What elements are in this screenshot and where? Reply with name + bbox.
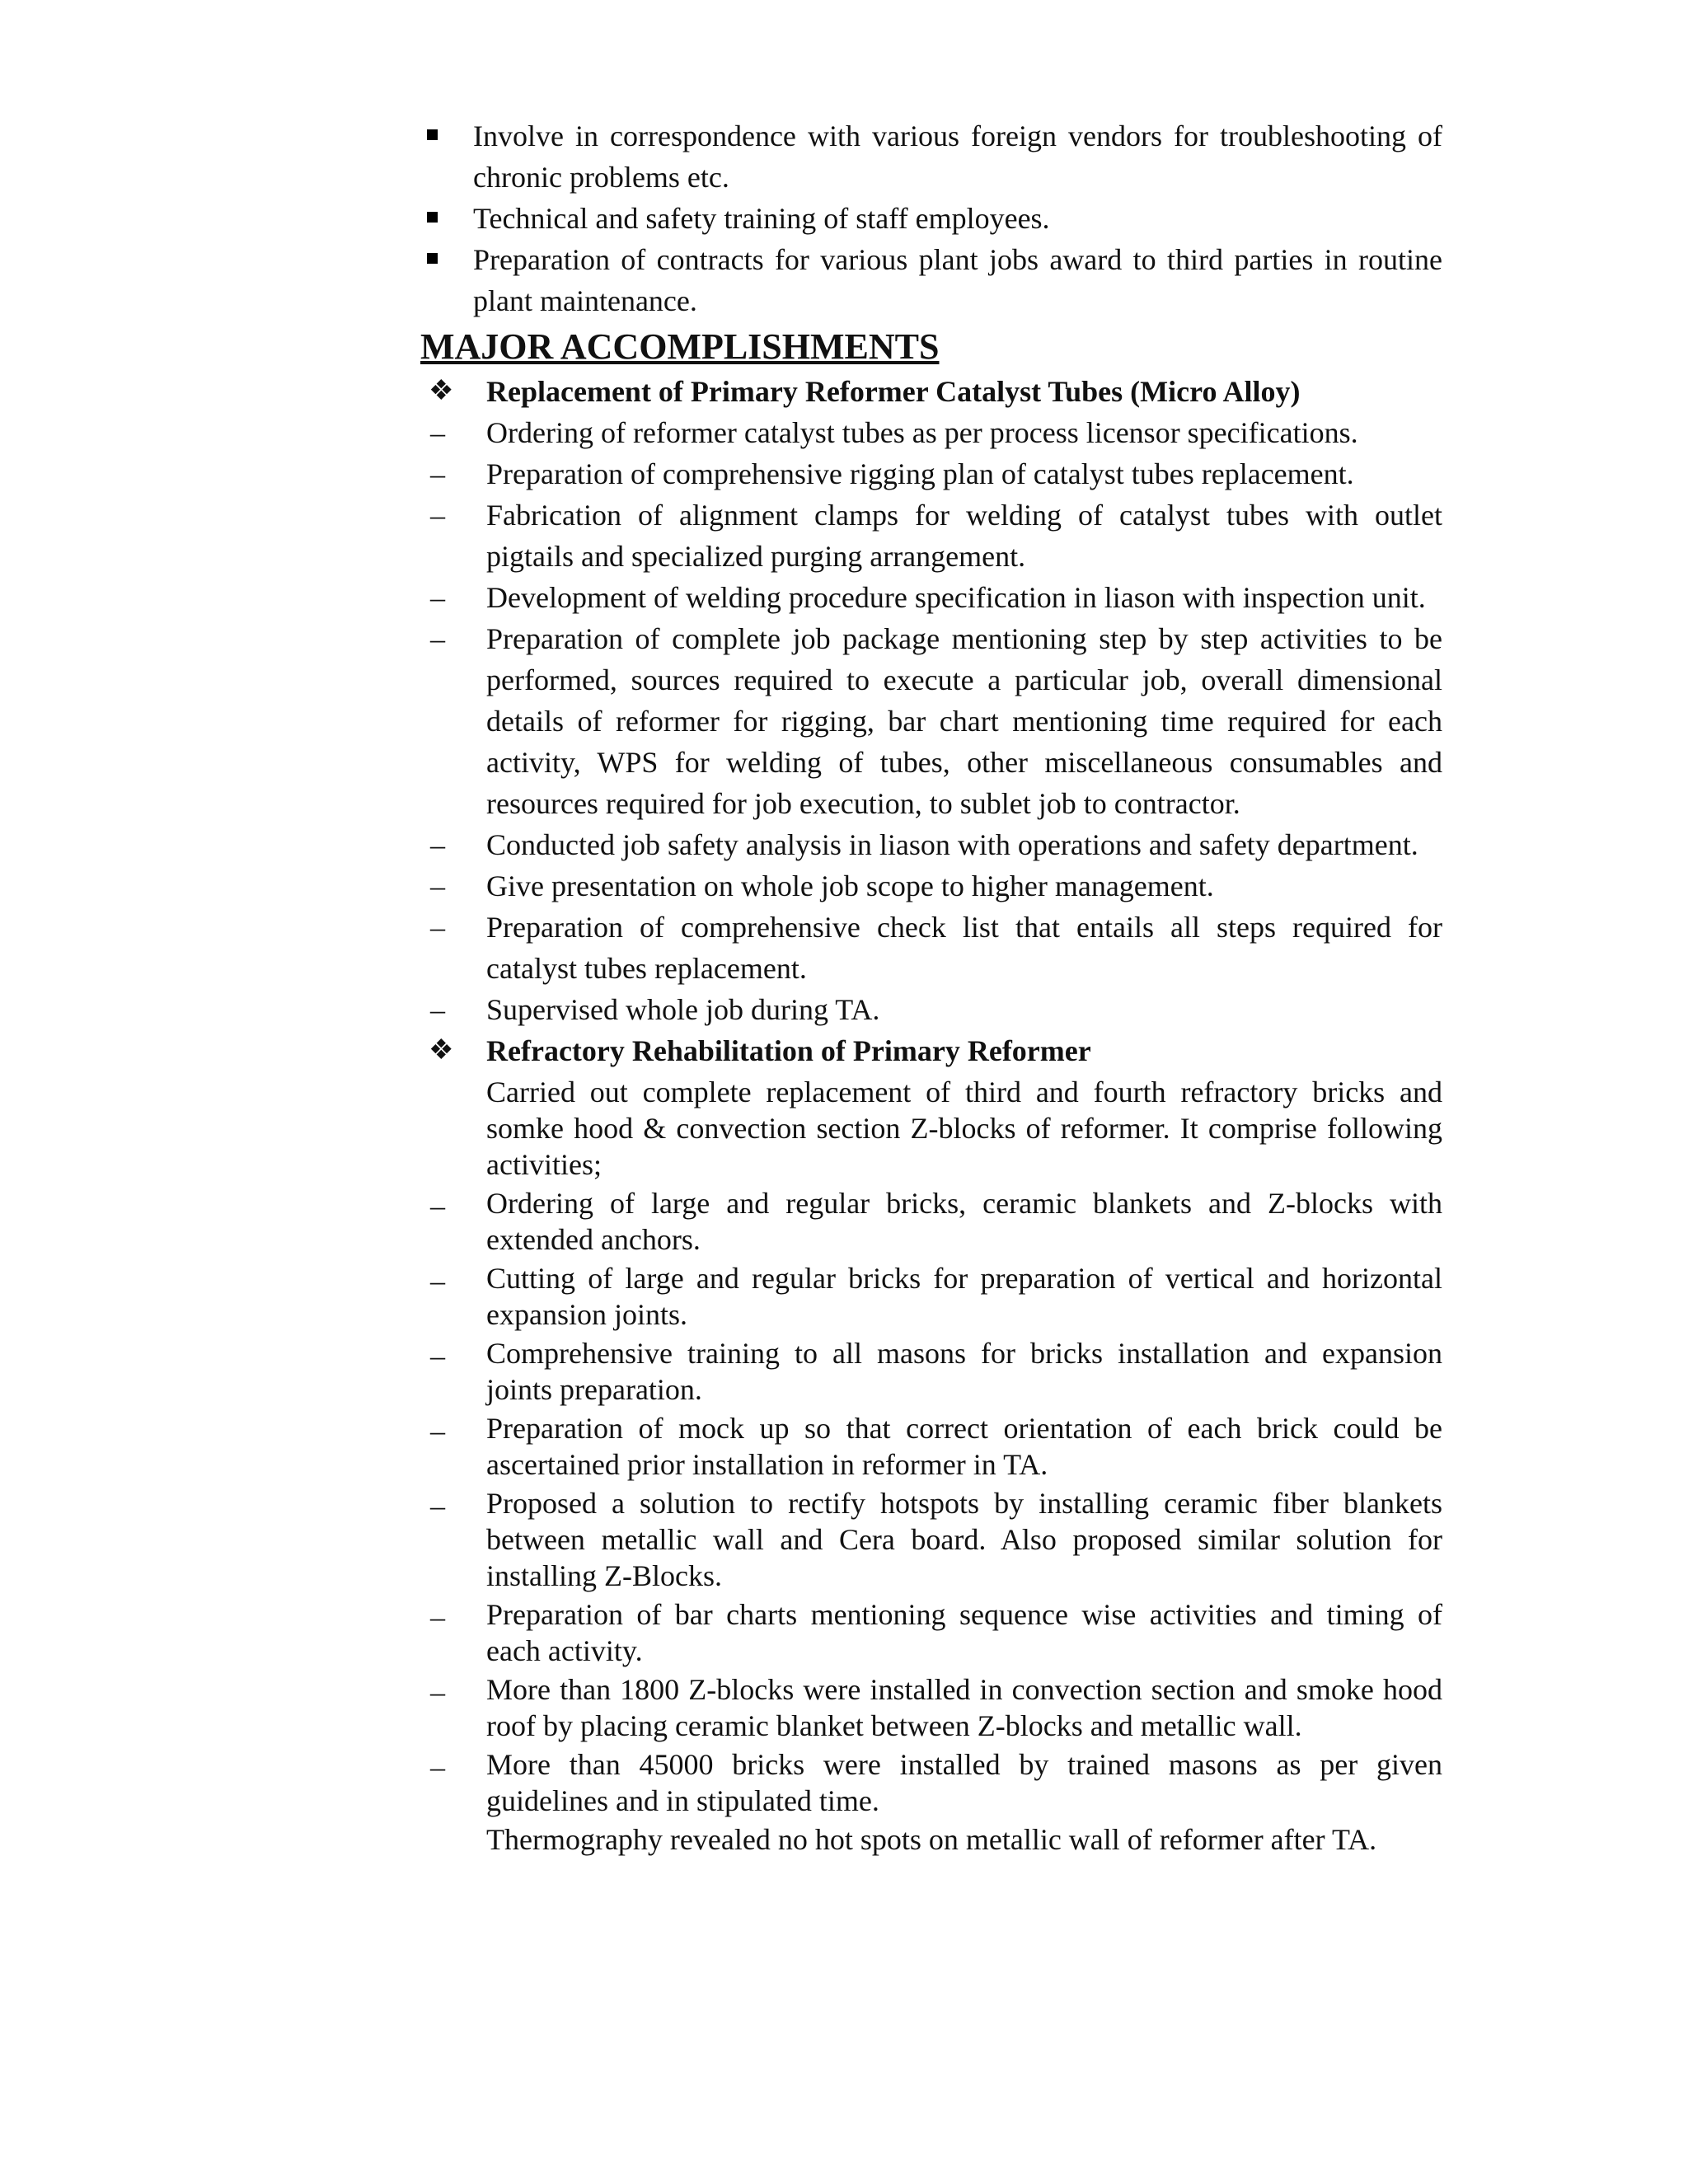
dash-bullet-icon: – (430, 622, 445, 655)
list-item-text: Preparation of contracts for various plant jobs award to third parties in routine plant maintenance. (473, 243, 1442, 317)
list-item (420, 494, 1442, 577)
list-item-text: Development of welding procedure specification in liason with inspection unit. (486, 581, 1426, 614)
dash-bullet-icon: – (430, 1189, 445, 1222)
dash-bullet-icon: – (430, 416, 445, 449)
dash-bullet-icon: – (430, 499, 445, 532)
list-item (420, 1596, 1442, 1669)
list-item-text: More than 45000 bricks were installed by trained masons as per given guidelines and in stipulated time. (486, 1748, 1442, 1817)
dash-bullet-icon: – (430, 1601, 445, 1633)
list-item (420, 989, 1442, 1030)
subsection-title: Replacement of Primary Reformer Catalyst Tubes (Micro Alloy) (486, 375, 1301, 408)
section-heading: MAJOR ACCOMPLISHMENTS (420, 326, 940, 367)
dash-bullet-icon: – (430, 1339, 445, 1372)
paragraph-text: Carried out complete replacement of third and fourth refractory bricks and somke hood & convection section Z-blocks of reformer. It comprise following activities; (486, 1076, 1442, 1181)
list-item-text: Comprehensive training to all masons for bricks installation and expansion joints preparation. (486, 1337, 1442, 1406)
dash-bullet-icon: – (430, 1750, 445, 1783)
list-item-text: Preparation of comprehensive rigging plan of catalyst tubes replacement. (486, 457, 1354, 490)
dash-bullet-icon: – (430, 828, 445, 861)
list-item (420, 115, 1442, 198)
list-item (420, 239, 1442, 321)
closing-text: Thermography revealed no hot spots on metallic wall of reformer after TA. (486, 1823, 1377, 1856)
dash-bullet-icon: – (430, 1489, 445, 1522)
list-item-text: Supervised whole job during TA. (486, 993, 880, 1026)
dash-bullet-icon: – (430, 911, 445, 944)
square-bullet-icon (427, 253, 438, 264)
list-item (420, 1335, 1442, 1408)
square-bullet-icon (427, 212, 438, 223)
diamond-bullet-icon: ❖ (429, 376, 454, 406)
list-item (420, 618, 1442, 824)
subsection-title-row (420, 1030, 1442, 1071)
subsection-title: Refractory Rehabilitation of Primary Reformer (486, 1034, 1091, 1067)
dash-bullet-icon: – (430, 1264, 445, 1297)
list-item-text: Ordering of reformer catalyst tubes as per process licensor specifications. (486, 416, 1358, 449)
list-item-text: Preparation of mock up so that correct orientation of each brick could be ascertained prior installation in reformer in TA. (486, 1412, 1442, 1481)
subsection-title-row (420, 371, 1442, 412)
list-item (420, 198, 1442, 239)
list-item-text: Preparation of complete job package mentioning step by step activities to be performed, sources required to execute a particular job, overall dimensional details of reformer for rigging, bar chart mentioning time required for each activity, WPS for welding of tubes, other miscellaneous consumables and resources required for job execution, to sublet job to contractor. (486, 622, 1442, 820)
list-item-text: Conducted job safety analysis in liason with operations and safety department. (486, 828, 1418, 861)
list-item (420, 412, 1442, 453)
list-item-text: More than 1800 Z-blocks were installed in convection section and smoke hood roof by placing ceramic blanket between Z-blocks and metallic wall. (486, 1673, 1442, 1742)
list-item-text: Technical and safety training of staff employees. (473, 202, 1050, 235)
list-item (420, 1185, 1442, 1258)
paragraph (420, 1821, 1442, 1858)
diamond-bullet-icon: ❖ (429, 1035, 454, 1066)
dash-bullet-icon: – (430, 869, 445, 902)
list-item (420, 1746, 1442, 1819)
list-item (420, 1410, 1442, 1483)
dash-bullet-icon: – (430, 457, 445, 490)
list-item-text: Preparation of bar charts mentioning sequence wise activities and timing of each activity. (486, 1598, 1442, 1667)
document-content (420, 115, 1442, 1858)
list-item-text: Ordering of large and regular bricks, ceramic blankets and Z-blocks with extended anchors. (486, 1187, 1442, 1256)
list-item (420, 907, 1442, 989)
list-item-text: Involve in correspondence with various foreign vendors for troubleshooting of chronic problems etc. (473, 120, 1442, 194)
list-item-text: Preparation of comprehensive check list that entails all steps required for catalyst tubes replacement. (486, 911, 1442, 985)
list-item-text: Fabrication of alignment clamps for welding of catalyst tubes with outlet pigtails and specialized purging arrangement. (486, 499, 1442, 573)
list-item (420, 453, 1442, 494)
list-item-text: Give presentation on whole job scope to higher management. (486, 869, 1214, 902)
dash-bullet-icon: – (430, 1675, 445, 1708)
list-item (420, 1671, 1442, 1744)
square-bullet-icon (427, 129, 438, 140)
dash-bullet-icon: – (430, 1414, 445, 1447)
list-item (420, 1260, 1442, 1333)
paragraph (420, 1074, 1442, 1183)
list-item (420, 865, 1442, 907)
list-item-text: Proposed a solution to rectify hotspots by installing ceramic fiber blankets between metallic wall and Cera board. Also proposed similar solution for installing Z-Blocks. (486, 1487, 1442, 1592)
dash-bullet-icon: – (430, 581, 445, 614)
list-item (420, 577, 1442, 618)
list-item (420, 824, 1442, 865)
list-item-text: Cutting of large and regular bricks for preparation of vertical and horizontal expansion joints. (486, 1262, 1442, 1331)
list-item (420, 1485, 1442, 1594)
dash-bullet-icon: – (430, 993, 445, 1026)
